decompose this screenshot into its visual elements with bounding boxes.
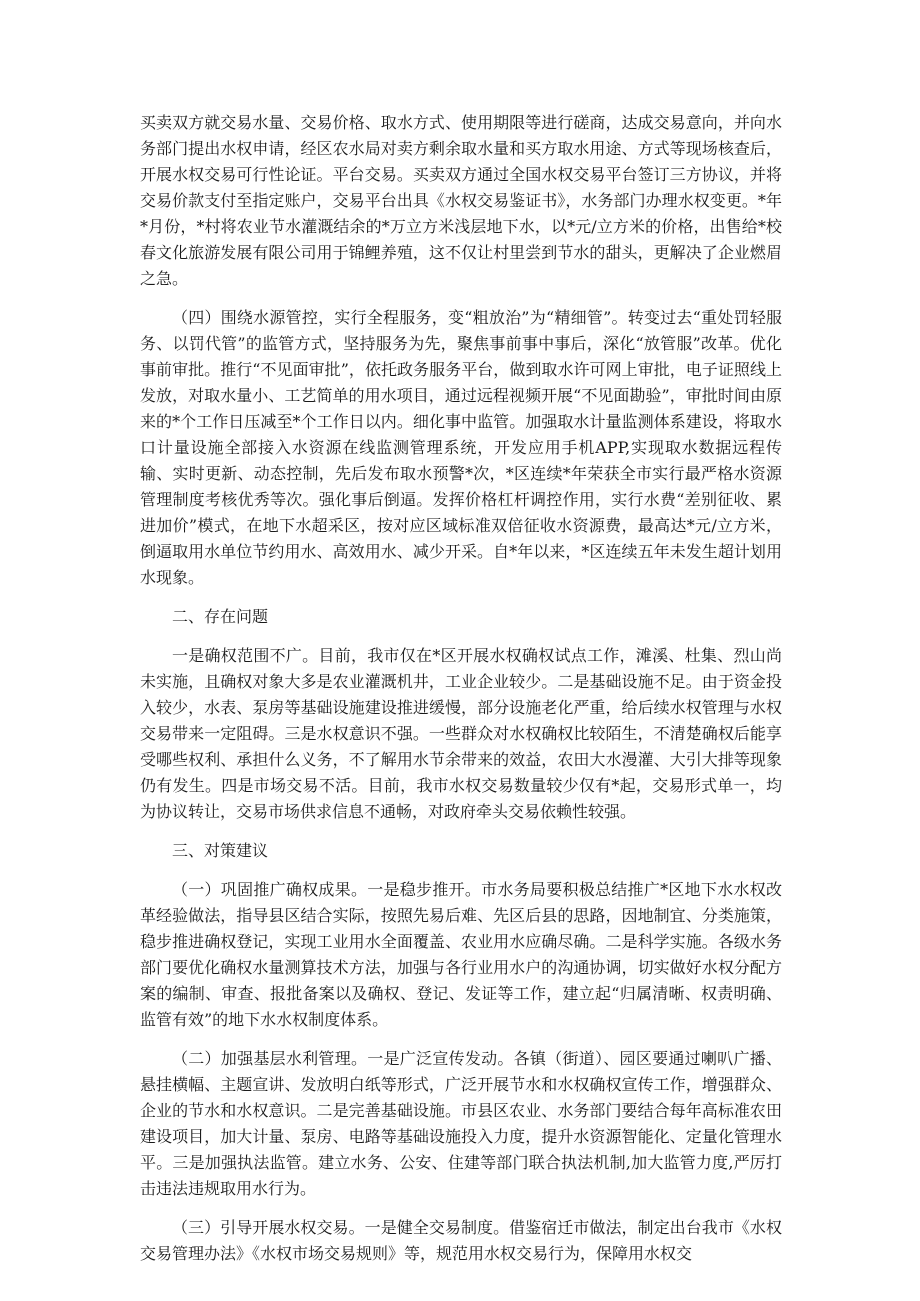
document-body <box>140 110 782 1280</box>
section-heading-problems: 二、存在问题 <box>172 607 269 626</box>
paragraph-grassroots-management: （二）加强基层水利管理。一是广泛宣传发动。各镇（街道）、园区要通过喇叭广播、悬挂横幅、主题宣讲、发放明白纸等形式，广泛开展节水和水权确权宣传工作，增强群众、企业的节水和水权意识。二是完善基础设施。市县区农业、水务部门要结合每年高标准农田建设项目，加大计量、泵房、电路等基础设施投入力度，提升水资源智能化、定量化管理水平。三是加强执法监管。建立水务、公安、住建等部门联合执法机制,加大监管力度,严厉打击违法违规取用水行为。 <box>140 1049 782 1198</box>
paragraph-consolidate-rights: （一）巩固推广确权成果。一是稳步推开。市水务局要积极总结推广*区地下水水权改革经验做法，指导县区结合实际，按照先易后难、先区后县的思路，因地制宜、分类施策，稳步推进确权登记，实现工业用水全面覆盖、农业用水应确尽确。二是科学实施。各级水务部门要优化确权水量测算技术方法，加强与各行业用水户的沟通协调，切实做好水权分配方案的编制、审查、报批备案以及确权、登记、发证等工作，建立起“归属清晰、权责明确、监管有效”的地下水水权制度体系。 <box>140 880 782 1029</box>
paragraph-water-rights-trading: （三）引导开展水权交易。一是健全交易制度。借鉴宿迁市做法，制定出台我市《水权交易管理办法》《水权市场交易规则》等，规范用水权交易行为，保障用水权交 <box>140 1218 782 1263</box>
paragraph-source-control: （四）围绕水源管控，实行全程服务，变“粗放治”为“精细管”。转变过去“重处罚轻服务、以罚代管”的监管方式，坚持服务为先，聚焦事前事中事后，深化“放管服”改革。优化事前审批。推行“不见面审批”，依托政务服务平台，做到取水许可网上审批，电子证照线上发放，对取水量小、工艺简单的用水项目，通过远程视频开展“不见面勘验”，审批时间由原来的*个工作日压减至*个工作日以内。细化事中监管。加强取水计量监测体系建设，将取水口计量设施全部接入水资源在线监测管理系统，开发应用手机APP,实现取水数据远程传输、实时更新、动态控制，先后发布取水预警*次，*区连续*年荣获全市实行最严格水资源管理制度考核优秀等次。强化事后倒逼。发挥价格杠杆调控作用，实行水费“差别征收、累进加价”模式，在地下水超采区，按对应区域标准双倍征收水资源费，最高达*元/立方米，倒逼取用水单位节约用水、高效用水、减少开采。自*年以来，*区连续五年未发生超计划用水现象。 <box>140 308 782 587</box>
paragraph-water-trade-process: 买卖双方就交易水量、交易价格、取水方式、使用期限等进行磋商，达成交易意向，并向水务部门提出水权申请，经区农水局对卖方剩余取水量和买方取水用途、方式等现场核查后，开展水权交易可行性论证。平台交易。买卖双方通过全国水权交易平台签订三方协议，并将交易价款支付至指定账户，交易平台出具《水权交易鉴证书》，水务部门办理水权变更。*年*月份，*村将农业节水灌溉结余的*万立方米浅层地下水，以*元/立方米的价格，出售给*校春文化旅游发展有限公司用于锦鲤养殖，这不仅让村里尝到节水的甜头，更解决了企业燃眉之急。 <box>140 113 782 288</box>
section-heading-suggestions: 三、对策建议 <box>172 841 269 860</box>
paragraph-problems: 一是确权范围不广。目前，我市仅在*区开展水权确权试点工作，滩溪、杜集、烈山尚未实施，且确权对象大多是农业灌溉机井，工业企业较少。二是基础设施不足。由于资金投入较少，水表、泵房等基础设施建设推进缓慢，部分设施老化严重，给后续水权管理与水权交易带来一定阻碍。三是水权意识不强。一些群众对水权确权比较陌生，不清楚确权后能享受哪些权利、承担什么义务，不了解用水节余带来的效益，农田大水漫灌、大引大排等现象仍有发生。四是市场交易不活。目前，我市水权交易数量较少仅有*起，交易形式单一，均为协议转让，交易市场供求信息不通畅，对政府牵头交易依赖性较强。 <box>140 646 782 821</box>
